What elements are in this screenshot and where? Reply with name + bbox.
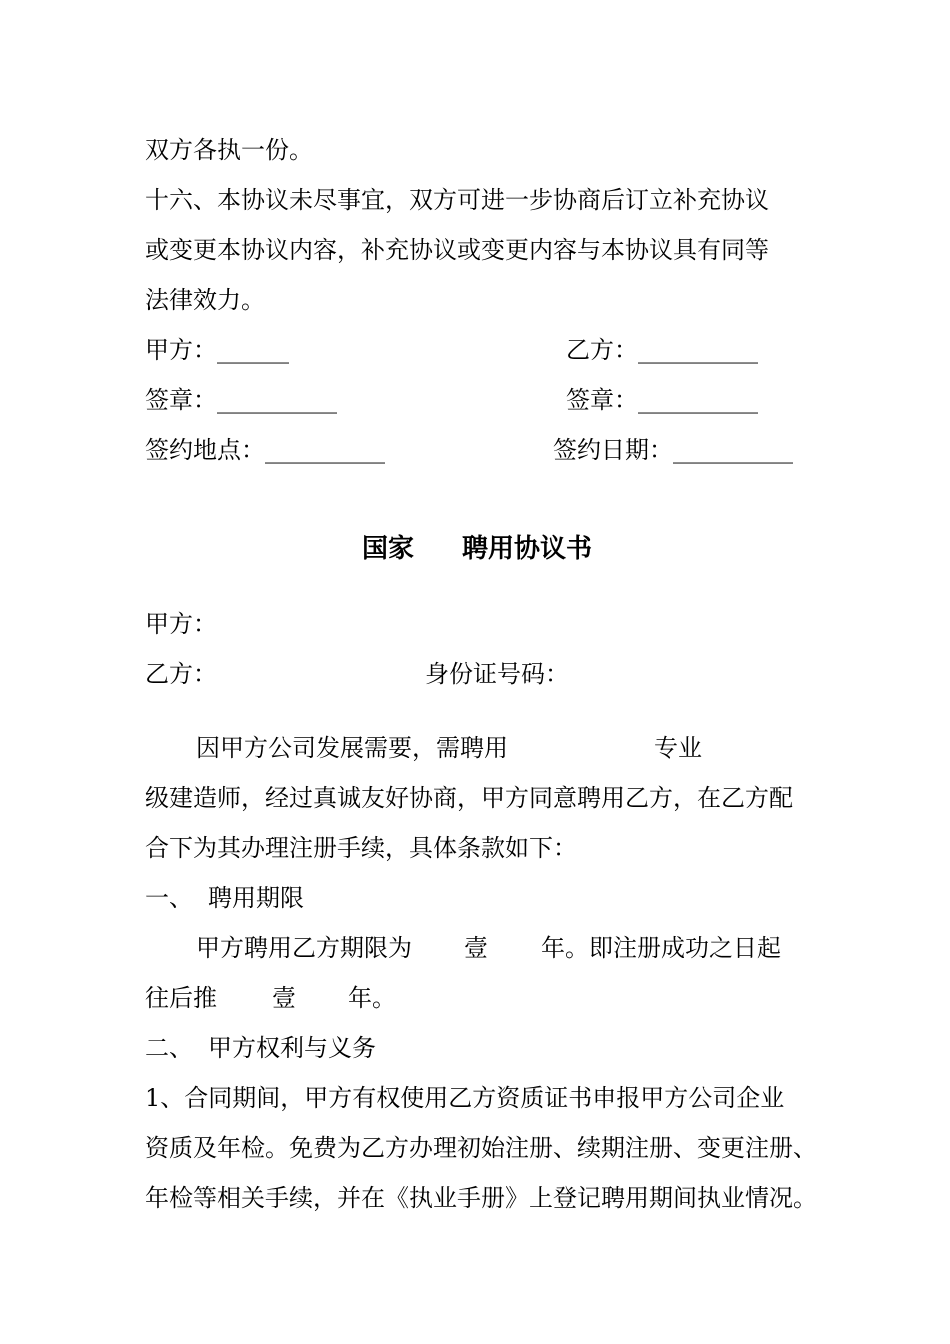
seal-a-line: 签章：__________ [145,386,337,414]
intro-line: 合下为其办理注册手续，具体条款如下： [145,834,577,862]
term-line: 年。即注册成功之日起 [541,934,781,962]
party-a-signature-line: 甲方：______ [145,336,289,364]
section-1-title: 聘用期限 [208,884,304,912]
intro-line: 级建造师，经过真诚友好协商，甲方同意聘用乙方，在乙方配 [145,784,793,812]
signing-place-line: 签约地点：__________ [145,436,385,464]
id-number-label: 身份证号码： [425,660,569,688]
term-line: 甲方聘用乙方期限为 [196,934,412,962]
party-b-signature-line: 乙方：__________ [566,336,758,364]
party-a-label: 甲方： [145,610,217,638]
intro-line-specialty: 专业 [654,734,702,762]
item-1-line: 年检等相关手续，并在《执业手册》上登记聘用期间执业情况。 [145,1184,817,1212]
clause-16-line: 或变更本协议内容，补充协议或变更内容与本协议具有同等 [145,236,769,264]
document-title-part1: 国家 [362,534,415,564]
section-2-title: 甲方权利与义务 [208,1034,376,1062]
term-line: 往后推 [145,984,217,1012]
signing-date-line: 签约日期：__________ [553,436,793,464]
clause-16-line: 法律效力。 [145,286,265,314]
clause-16-line: 十六、本协议未尽事宜，双方可进一步协商后订立补充协议 [145,186,769,214]
term-line: 年。 [348,984,396,1012]
section-2-number: 二、 [145,1034,193,1062]
term-years: 壹 [272,984,296,1012]
item-1-line: 1、合同期间，甲方有权使用乙方资质证书申报甲方公司企业 [145,1084,785,1112]
section-1-number: 一、 [145,884,193,912]
intro-line: 因甲方公司发展需要，需聘用 [196,734,508,762]
seal-b-line: 签章：__________ [566,386,758,414]
paragraph-line: 双方各执一份。 [145,136,313,164]
party-b-label: 乙方： [145,660,217,688]
item-1-line: 资质及年检。免费为乙方办理初始注册、续期注册、变更注册、 [145,1134,817,1162]
document-title-part2: 聘用协议书 [462,534,593,564]
term-years: 壹 [464,934,488,962]
